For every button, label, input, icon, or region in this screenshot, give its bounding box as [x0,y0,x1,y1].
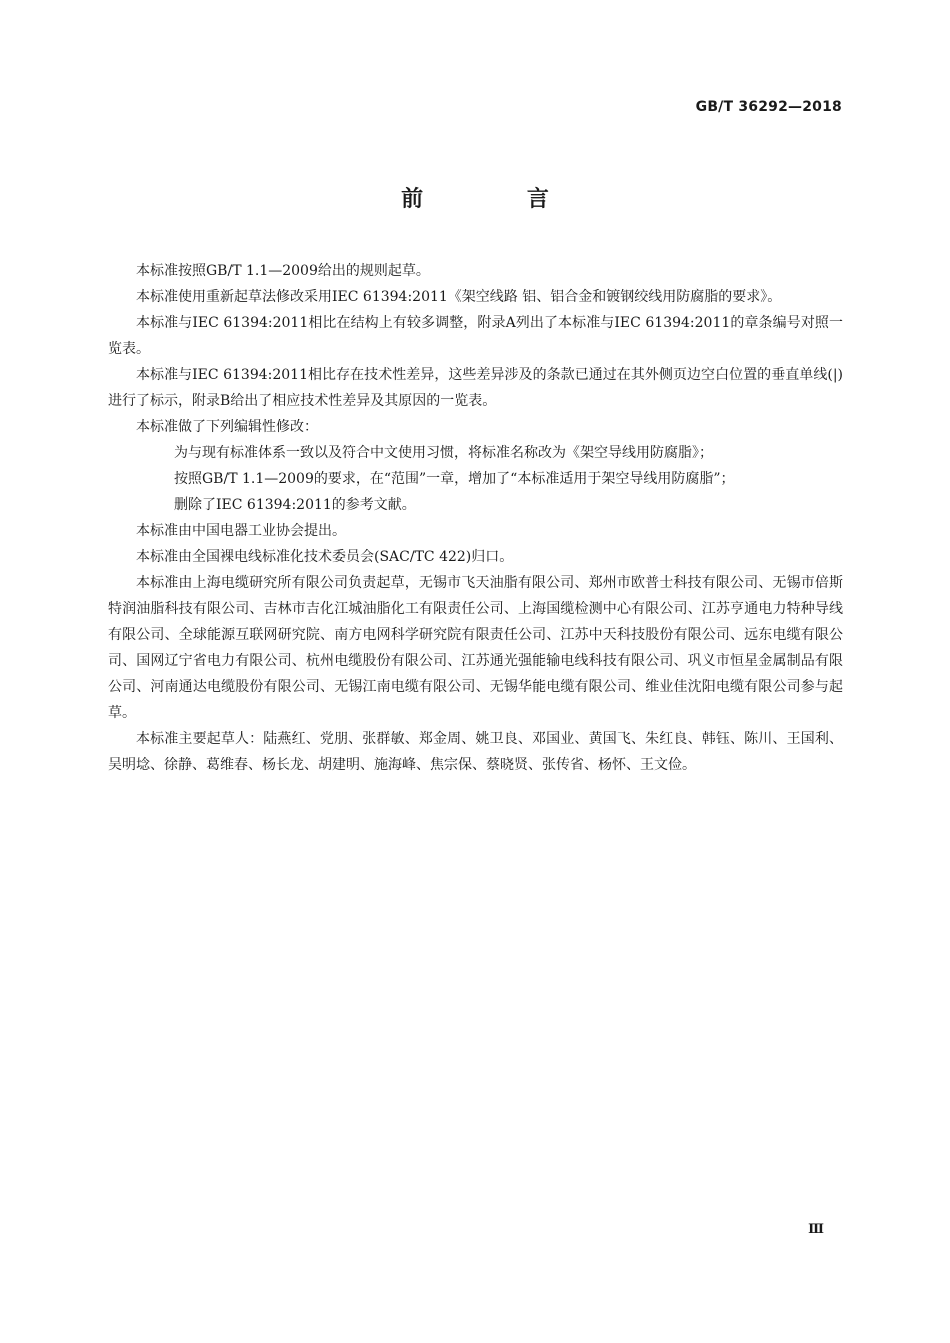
paragraph-committee: 本标准由全国裸电线标准化技术委员会(SAC/TC 422)归口。 [136,549,514,565]
page-number: Ⅲ [808,1222,824,1237]
paragraph-technical-differences: 本标准与IEC 61394:2011相比存在技术性差异，这些差异涉及的条款已通过在其外侧页边空白位置的垂直单线(|)进行了标示，附录B给出了相应技术性差异及其原因的一览表。 [108,367,843,409]
foreword-body [108,258,843,778]
paragraph-drafting-rules: 本标准按照GB/T 1.1—2009给出的规则起草。 [136,263,430,279]
page-title: 前 言 [401,187,597,212]
paragraph-adoption: 本标准使用重新起草法修改采用IEC 61394:2011《架空线路 铝、铝合金和镀钢绞线用防腐脂的要求》。 [136,289,782,305]
paragraph-drafting-organizations: 本标准由上海电缆研究所有限公司负责起草，无锡市飞天油脂有限公司、郑州市欧普士科技有限公司、无锡市倍斯特润油脂科技有限公司、吉林市吉化江城油脂化工有限责任公司、上海国缆检测中心有限公司、江苏亨通电力特种导线有限公司、全球能源互联网研究院、南方电网科学研究院有限责任公司、江苏中天科技股份有限公司、远东电缆有限公司、国网辽宁省电力有限公司、杭州电缆股份有限公司、江苏通光强能输电线科技有限公司、巩义市恒星金属制品有限公司、河南通达电缆股份有限公司、无锡江南电缆有限公司、无锡华能电缆有限公司、维业佳沈阳电缆有限公司参与起草。 [108,575,843,721]
editorial-change-item: 删除了IEC 61394:2011的参考文献。 [174,497,416,513]
paragraph-editorial-intro: 本标准做了下列编辑性修改： [136,419,318,435]
standard-code: GB/T 36292—2018 [695,99,842,115]
paragraph-proposer: 本标准由中国电器工业协会提出。 [136,523,346,539]
paragraph-drafters: 本标准主要起草人：陆燕红、党朋、张群敏、郑金周、姚卫良、邓国业、黄国飞、朱红良、韩钰、陈川、王国利、吴明埝、徐静、葛维春、杨长龙、胡建明、施海峰、焦宗保、蔡晓贤、张传省、杨怀、王文俭。 [108,731,843,773]
paragraph-structure: 本标准与IEC 61394:2011相比在结构上有较多调整，附录A列出了本标准与IEC 61394:2011的章条编号对照一览表。 [108,315,843,357]
editorial-change-item: 按照GB/T 1.1—2009的要求，在“范围”一章，增加了“本标准适用于架空导线用防腐脂”； [174,471,735,487]
editorial-change-item: 为与现有标准体系一致以及符合中文使用习惯，将标准名称改为《架空导线用防腐脂》； [174,445,713,461]
